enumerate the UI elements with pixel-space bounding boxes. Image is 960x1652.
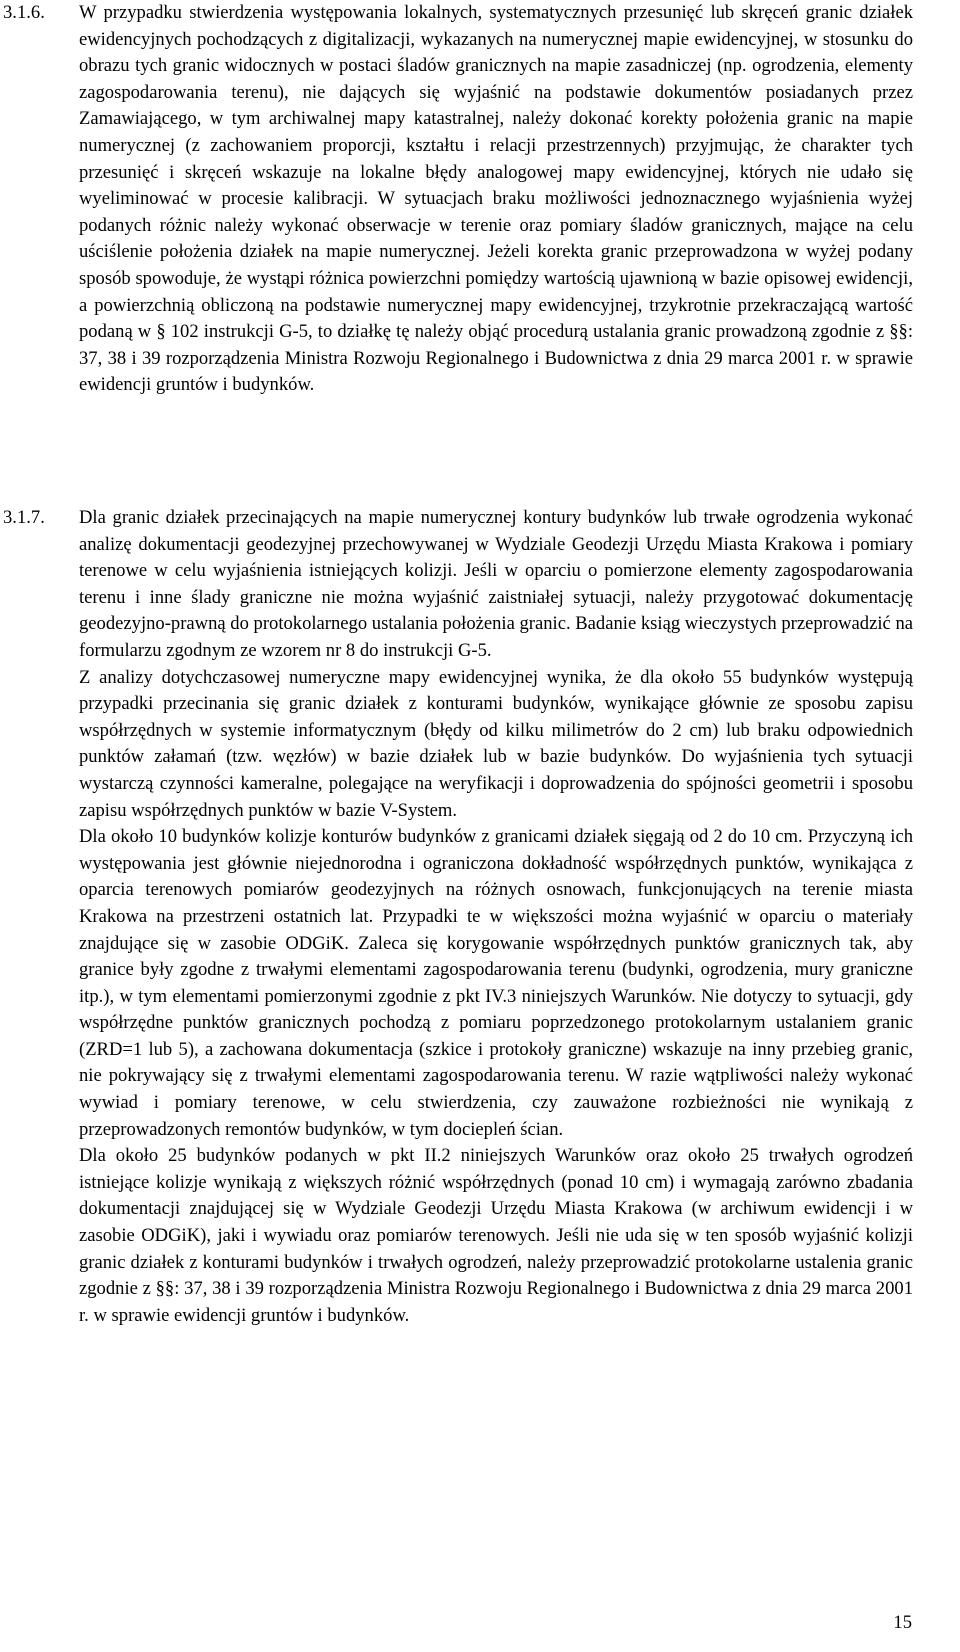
paragraph: Z analizy dotychczasowej numeryczne mapy ewidencyjnej wynika, że dla około 55 budynków występują przypadki przecinania się granic działek z konturami budynków, wynikające głównie ze sposobu zapisu współrzędnych w systemie informatycznym (błędy od kilku milimetrów do 2 cm) lub braku odpowiednich punktów załamań (tzw. węzłów) w bazie działek lub w bazie budynków. Do wyjaśnienia tych sytuacji wystarczą czynności kameralne, polegające na weryfikacji i doprowadzenia do spójności geometrii i sposobu zapisu współrzędnych punktów w bazie V-System. xyxy=(79,666,913,821)
section-body xyxy=(79,0,913,399)
page-number: 15 xyxy=(893,1612,912,1633)
section-3-1-6 xyxy=(3,0,913,399)
section-3-1-7 xyxy=(3,505,913,1329)
paragraph: Dla około 25 budynków podanych w pkt II.2 niniejszych Warunków oraz około 25 trwałych ogrodzeń istniejące kolizje wynikają z większych różnić współrzędnych (ponad 10 cm) i wymagają zarówno zbadania dokumentacji znajdującej się w Wydziale Geodezji Urzędu Miasta Krakowa (w archiwum ewidencji i w zasobie ODGiK), jaki i wywiadu oraz pomiarów terenowych. Jeśli nie uda się w ten sposób wyjaśnić kolizji granic działek z konturami budynków i trwałych ogrodzeń, należy przeprowadzić protokolarne ustalenia granic zgodnie z §§: 37, 38 i 39 rozporządzenia Ministra Rozwoju Regionalnego i Budownictwa z dnia 29 marca 2001 r. w sprawie ewidencji gruntów i budynków. xyxy=(79,1145,913,1326)
paragraph: Dla granic działek przecinających na mapie numerycznej kontury budynków lub trwałe ogrodzenia wykonać analizę dokumentacji geodezyjnej przechowywanej w Wydziale Geodezji Urzędu Miasta Krakowa i pomiary terenowe w celu wyjaśnienia istniejących kolizji. Jeśli w oparciu o pomierzone elementy zagospodarowania terenu i inne ślady graniczne nie można wyjaśnić zaistniałej sytuacji, należy przygotować dokumentację geodezyjno-prawną do protokolarnego ustalania położenia granic. Badanie ksiąg wieczystych przeprowadzić na formularzu zgodnym ze wzorem nr 8 do instrukcji G-5. xyxy=(79,507,913,661)
section-number: 3.1.7. xyxy=(3,507,45,528)
section-number: 3.1.6. xyxy=(3,2,45,23)
section-body xyxy=(79,505,913,1329)
paragraph: W przypadku stwierdzenia występowania lokalnych, systematycznych przesunięć lub skręceń granic działek ewidencyjnych pochodzących z digitalizacji, wykazanych na numerycznej mapie ewidencyjnej, w stosunku do obrazu tych granic widocznych w postaci śladów granicznych na mapie zasadniczej (np. ogrodzenia, elementy zagospodarowania terenu), nie dających się wyjaśnić na podstawie dokumentów posiadanych przez Zamawiającego, w tym archiwalnej mapy katastralnej, należy dokonać korekty położenia granic na mapie numerycznej (z zachowaniem proporcji, kształtu i relacji przestrzennych) przyjmując, że charakter tych przesunięć i skręceń wskazuje na lokalne błędy analogowej mapy ewidencyjnej, których nie udało się wyeliminować w procesie kalibracji. W sytuacjach braku możliwości jednoznacznego wyjaśnienia wyżej podanych różnic należy wykonać obserwacje w terenie oraz pomiary śladów granicznych, mające na celu uściślenie położenia działek na mapie numerycznej. Jeżeli korekta granic przeprowadzona w wyżej podany sposób spowoduje, że wystąpi różnica powierzchni pomiędzy wartością ujawnioną w bazie opisowej ewidencji, a powierzchnią obliczoną na podstawie numerycznej mapy ewidencyjnej, trzykrotnie przekraczającą wartość podaną w § 102 instrukcji G-5, to działkę tę należy objąć procedurą ustalania granic prowadzoną zgodnie z §§: 37, 38 i 39 rozporządzenia Ministra Rozwoju Regionalnego i Budownictwa z dnia 29 marca 2001 r. w sprawie ewidencji gruntów i budynków. xyxy=(79,2,913,396)
paragraph: Dla około 10 budynków kolizje konturów budynków z granicami działek sięgają od 2 do 10 cm. Przyczyną ich występowania jest głównie niejednorodna i ograniczona dokładność współrzędnych punktów, wynikająca z oparcia terenowych pomiarów geodezyjnych na różnych osnowach, funkcjonujących na terenie miasta Krakowa na przestrzeni ostatnich lat. Przypadki te w większości można wyjaśnić w oparciu o materiały znajdujące się w zasobie ODGiK. Zaleca się korygowanie współrzędnych punktów granicznych tak, aby granice były zgodne z trwałymi elementami zagospodarowania terenu (budynki, ogrodzenia, mury graniczne itp.), w tym elementami pomierzonymi zgodnie z pkt IV.3 niniejszych Warunków. Nie dotyczy to sytuacji, gdy współrzędne punktów granicznych pochodzą z pomiaru poprzedzonego protokolarnym ustalaniem granic (ZRD=1 lub 5), a zachowana dokumentacja (szkice i protokoły graniczne) wskazuje na inny przebieg granic, nie pokrywający się z trwałymi elementami zagospodarowania terenu. W razie wątpliwości należy wykonać wywiad i pomiary terenowe, w celu stwierdzenia, czy zauważone rozbieżności nie wynikają z przeprowadzonych remontów budynków, w tym dociepleń ścian. xyxy=(79,826,913,1140)
